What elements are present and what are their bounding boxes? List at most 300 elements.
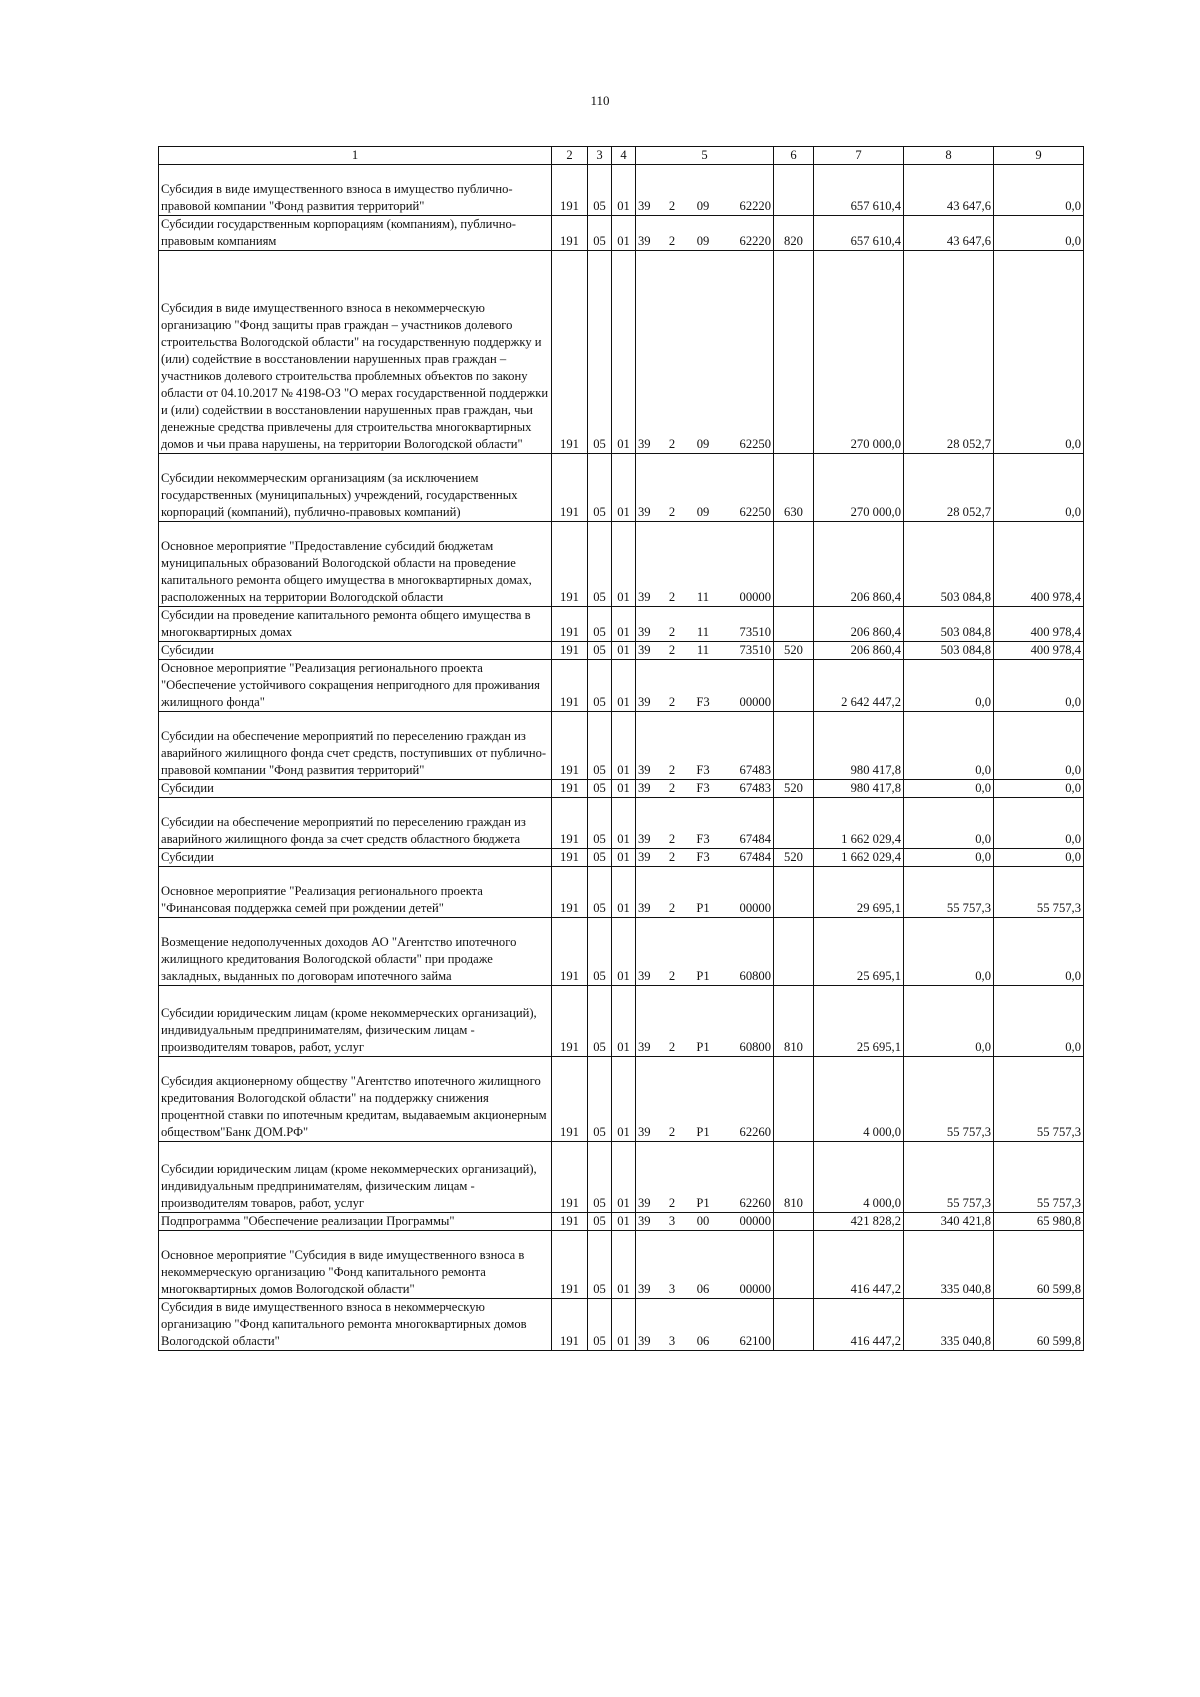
table-body	[159, 165, 1084, 1351]
target-article-part: 73510	[739, 643, 771, 657]
row-subsection-cell: 01	[612, 660, 636, 712]
target-article-parts	[638, 694, 771, 711]
row-amount-col7-cell: 25 695,1	[814, 918, 904, 986]
row-code-cell: 191	[552, 251, 588, 454]
row-name-cell: Субсидии	[159, 849, 552, 867]
row-subsection-cell: 01	[612, 712, 636, 780]
target-article-parts	[638, 780, 771, 797]
table-row	[159, 1057, 1084, 1142]
target-article-part: 09	[696, 505, 710, 519]
row-target-article-cell	[636, 454, 774, 522]
target-article-part: 2	[668, 832, 676, 846]
row-code-cell: 191	[552, 867, 588, 918]
row-amount-col7-cell: 206 860,4	[814, 522, 904, 607]
row-amount-col9-cell: 65 980,8	[994, 1213, 1084, 1231]
target-article-part: 00000	[739, 901, 771, 915]
row-target-article-cell	[636, 1057, 774, 1142]
target-article-part: 2	[668, 1196, 676, 1210]
row-expense-type-cell	[774, 712, 814, 780]
row-target-article-cell	[636, 642, 774, 660]
table-row	[159, 216, 1084, 251]
row-amount-col8-cell: 503 084,8	[904, 607, 994, 642]
row-amount-col8-cell: 0,0	[904, 798, 994, 849]
row-amount-col7-cell: 29 695,1	[814, 867, 904, 918]
header-cell-6: 6	[774, 147, 814, 165]
target-article-part: 39	[638, 850, 651, 864]
target-article-part: 39	[638, 1334, 651, 1348]
target-article-part: 00000	[739, 695, 771, 709]
row-target-article-cell	[636, 522, 774, 607]
table-row	[159, 522, 1084, 607]
row-section-cell: 05	[588, 986, 612, 1057]
target-article-part: 39	[638, 590, 651, 604]
row-amount-col9-cell: 60 599,8	[994, 1231, 1084, 1299]
target-article-part: F3	[696, 781, 710, 795]
row-amount-col8-cell: 55 757,3	[904, 867, 994, 918]
target-article-part: 39	[638, 199, 651, 213]
row-expense-type-cell	[774, 251, 814, 454]
row-amount-col8-cell: 0,0	[904, 986, 994, 1057]
target-article-parts	[638, 1124, 771, 1141]
row-section-cell: 05	[588, 1057, 612, 1142]
row-amount-col7-cell: 657 610,4	[814, 165, 904, 216]
row-name-cell: Основное мероприятие "Предоставление субсидий бюджетам муниципальных образований Вологодской области на проведение капитального ремонта общего имущества в многоквартирных домах, расположенных на территории Вологодской области	[159, 522, 552, 607]
table-row	[159, 642, 1084, 660]
target-article-part: P1	[696, 969, 710, 983]
row-amount-col9-cell: 400 978,4	[994, 642, 1084, 660]
row-expense-type-cell	[774, 1213, 814, 1231]
target-article-part: 09	[696, 234, 710, 248]
row-code-cell: 191	[552, 660, 588, 712]
row-code-cell: 191	[552, 918, 588, 986]
table-row	[159, 1231, 1084, 1299]
target-article-part: P1	[696, 1125, 710, 1139]
target-article-part: 62220	[739, 234, 771, 248]
target-article-part: 62260	[739, 1125, 771, 1139]
row-subsection-cell: 01	[612, 522, 636, 607]
row-amount-col9-cell: 0,0	[994, 454, 1084, 522]
target-article-part: 2	[668, 695, 676, 709]
row-target-article-cell	[636, 251, 774, 454]
row-section-cell: 05	[588, 1299, 612, 1351]
row-amount-col7-cell: 270 000,0	[814, 251, 904, 454]
row-target-article-cell	[636, 712, 774, 780]
table-row	[159, 849, 1084, 867]
row-amount-col9-cell: 400 978,4	[994, 522, 1084, 607]
row-name-cell: Основное мероприятие "Реализация регионального проекта "Финансовая поддержка семей при рождении детей"	[159, 867, 552, 918]
target-article-part: 3	[668, 1282, 676, 1296]
row-amount-col8-cell: 335 040,8	[904, 1299, 994, 1351]
row-name-cell: Основное мероприятие "Субсидия в виде имущественного взноса в некоммерческую организацию "Фонд капитального ремонта многоквартирных домов Вологодской области"	[159, 1231, 552, 1299]
row-code-cell: 191	[552, 712, 588, 780]
row-subsection-cell: 01	[612, 165, 636, 216]
row-code-cell: 191	[552, 642, 588, 660]
row-target-article-cell	[636, 216, 774, 251]
row-expense-type-cell	[774, 1231, 814, 1299]
row-subsection-cell: 01	[612, 251, 636, 454]
row-amount-col7-cell: 416 447,2	[814, 1231, 904, 1299]
row-code-cell: 191	[552, 849, 588, 867]
page-number: 110	[590, 93, 610, 108]
row-section-cell: 05	[588, 1231, 612, 1299]
target-article-parts	[638, 831, 771, 848]
row-code-cell: 191	[552, 1299, 588, 1351]
row-amount-col7-cell: 206 860,4	[814, 607, 904, 642]
row-name-cell: Субсидии государственным корпорациям (компаниям), публично-правовым компаниям	[159, 216, 552, 251]
row-expense-type-cell: 520	[774, 780, 814, 798]
row-amount-col8-cell: 335 040,8	[904, 1231, 994, 1299]
row-expense-type-cell: 520	[774, 849, 814, 867]
row-expense-type-cell: 630	[774, 454, 814, 522]
row-amount-col7-cell: 980 417,8	[814, 780, 904, 798]
row-amount-col8-cell: 503 084,8	[904, 522, 994, 607]
target-article-parts	[638, 198, 771, 215]
target-article-part: 39	[638, 1196, 651, 1210]
row-section-cell: 05	[588, 1213, 612, 1231]
row-subsection-cell: 01	[612, 918, 636, 986]
target-article-part: P1	[696, 901, 710, 915]
target-article-parts	[638, 849, 771, 866]
row-amount-col9-cell: 0,0	[994, 918, 1084, 986]
row-section-cell: 05	[588, 660, 612, 712]
target-article-part: 39	[638, 1040, 651, 1054]
row-code-cell: 191	[552, 1057, 588, 1142]
row-section-cell: 05	[588, 918, 612, 986]
row-section-cell: 05	[588, 712, 612, 780]
target-article-parts	[638, 1195, 771, 1212]
target-article-part: 00	[696, 1214, 710, 1228]
row-name-cell: Субсидии на обеспечение мероприятий по переселению граждан из аварийного жилищного фонда за счет средств областного бюджета	[159, 798, 552, 849]
table-row	[159, 918, 1084, 986]
row-code-cell: 191	[552, 1142, 588, 1213]
row-amount-col7-cell: 2 642 447,2	[814, 660, 904, 712]
row-amount-col7-cell: 4 000,0	[814, 1142, 904, 1213]
row-expense-type-cell: 820	[774, 216, 814, 251]
row-amount-col8-cell: 55 757,3	[904, 1057, 994, 1142]
row-amount-col9-cell: 0,0	[994, 849, 1084, 867]
target-article-part: 60800	[739, 969, 771, 983]
target-article-part: 3	[668, 1334, 676, 1348]
header-cell-5: 5	[636, 147, 774, 165]
table-row	[159, 165, 1084, 216]
row-target-article-cell	[636, 849, 774, 867]
target-article-part: 39	[638, 625, 651, 639]
row-subsection-cell: 01	[612, 642, 636, 660]
row-amount-col9-cell: 0,0	[994, 251, 1084, 454]
header-cell-7: 7	[814, 147, 904, 165]
table-row	[159, 867, 1084, 918]
row-code-cell: 191	[552, 607, 588, 642]
target-article-parts	[638, 1281, 771, 1298]
row-name-cell: Субсидия в виде имущественного взноса в некоммерческую организацию "Фонд защиты прав граждан – участников долевого строительства Вологодской области" на государственную поддержку и (или) содействие в восстановлении нарушенных прав граждан – участников долевого строительства проблемных объектов по закону области от 04.10.2017 № 4198-ОЗ "О мерах государственной поддержки и (или) содействии в восстановлении нарушенных прав граждан, чьи денежные средства привлечены для строительства многоквартирных домов и чьи права нарушены, на территории Вологодской области"	[159, 251, 552, 454]
row-target-article-cell	[636, 165, 774, 216]
header-row	[159, 147, 1084, 165]
row-expense-type-cell	[774, 660, 814, 712]
row-target-article-cell	[636, 1231, 774, 1299]
row-amount-col9-cell: 0,0	[994, 165, 1084, 216]
target-article-part: 06	[696, 1334, 710, 1348]
target-article-part: 62250	[739, 505, 771, 519]
target-article-part: 00000	[739, 1282, 771, 1296]
target-article-part: 39	[638, 643, 651, 657]
row-name-cell: Субсидии на проведение капитального ремонта общего имущества в многоквартирных домах	[159, 607, 552, 642]
target-article-part: 39	[638, 695, 651, 709]
row-target-article-cell	[636, 918, 774, 986]
row-section-cell: 05	[588, 251, 612, 454]
row-subsection-cell: 01	[612, 1299, 636, 1351]
row-section-cell: 05	[588, 849, 612, 867]
target-article-part: 2	[668, 901, 676, 915]
row-name-cell: Подпрограмма "Обеспечение реализации Программы"	[159, 1213, 552, 1231]
row-expense-type-cell	[774, 607, 814, 642]
row-code-cell: 191	[552, 1231, 588, 1299]
row-subsection-cell: 01	[612, 780, 636, 798]
target-article-part: 2	[668, 969, 676, 983]
header-cell-1: 1	[159, 147, 552, 165]
target-article-part: 11	[696, 590, 710, 604]
row-amount-col9-cell: 0,0	[994, 986, 1084, 1057]
row-code-cell: 191	[552, 986, 588, 1057]
row-amount-col8-cell: 0,0	[904, 918, 994, 986]
row-name-cell: Субсидии	[159, 642, 552, 660]
target-article-part: F3	[696, 832, 710, 846]
row-section-cell: 05	[588, 522, 612, 607]
target-article-part: 2	[668, 1125, 676, 1139]
table-row	[159, 986, 1084, 1057]
row-amount-col9-cell: 0,0	[994, 780, 1084, 798]
row-subsection-cell: 01	[612, 607, 636, 642]
target-article-part: 62260	[739, 1196, 771, 1210]
row-name-cell: Субсидии	[159, 780, 552, 798]
target-article-part: 2	[668, 625, 676, 639]
row-code-cell: 191	[552, 454, 588, 522]
row-amount-col8-cell: 0,0	[904, 849, 994, 867]
header-cell-2: 2	[552, 147, 588, 165]
target-article-part: 2	[668, 643, 676, 657]
target-article-part: 2	[668, 1040, 676, 1054]
row-name-cell: Субсидии на обеспечение мероприятий по переселению граждан из аварийного жилищного фонда счет средств, поступивших от публично-правовой компании "Фонд развития территорий"	[159, 712, 552, 780]
row-name-cell: Субсидии юридическим лицам (кроме некоммерческих организаций), индивидуальным предпринимателям, физическим лицам - производителям товаров, работ, услуг	[159, 986, 552, 1057]
target-article-parts	[638, 1213, 771, 1230]
row-section-cell: 05	[588, 798, 612, 849]
row-amount-col8-cell: 43 647,6	[904, 165, 994, 216]
target-article-part: 39	[638, 1125, 651, 1139]
row-expense-type-cell	[774, 867, 814, 918]
row-expense-type-cell	[774, 1057, 814, 1142]
target-article-parts	[638, 900, 771, 917]
row-expense-type-cell: 810	[774, 986, 814, 1057]
target-article-part: 2	[668, 781, 676, 795]
row-subsection-cell: 01	[612, 1213, 636, 1231]
row-target-article-cell	[636, 798, 774, 849]
target-article-part: 39	[638, 832, 651, 846]
row-expense-type-cell	[774, 522, 814, 607]
table-row	[159, 454, 1084, 522]
table-row	[159, 712, 1084, 780]
row-target-article-cell	[636, 867, 774, 918]
target-article-part: 39	[638, 969, 651, 983]
target-article-part: 2	[668, 437, 676, 451]
row-section-cell: 05	[588, 165, 612, 216]
row-code-cell: 191	[552, 522, 588, 607]
row-amount-col9-cell: 0,0	[994, 712, 1084, 780]
target-article-parts	[638, 589, 771, 606]
row-amount-col8-cell: 43 647,6	[904, 216, 994, 251]
row-code-cell: 191	[552, 165, 588, 216]
row-amount-col7-cell: 1 662 029,4	[814, 798, 904, 849]
row-amount-col7-cell: 206 860,4	[814, 642, 904, 660]
row-target-article-cell	[636, 1142, 774, 1213]
target-article-part: 39	[638, 1282, 651, 1296]
row-amount-col9-cell: 55 757,3	[994, 1142, 1084, 1213]
row-amount-col8-cell: 55 757,3	[904, 1142, 994, 1213]
target-article-parts	[638, 624, 771, 641]
table-row	[159, 1142, 1084, 1213]
row-amount-col8-cell: 340 421,8	[904, 1213, 994, 1231]
target-article-part: 2	[668, 234, 676, 248]
row-code-cell: 191	[552, 1213, 588, 1231]
target-article-parts	[638, 1039, 771, 1056]
row-amount-col9-cell: 55 757,3	[994, 1057, 1084, 1142]
target-article-part: 39	[638, 437, 651, 451]
target-article-parts	[638, 504, 771, 521]
row-name-cell: Субсидии юридическим лицам (кроме некоммерческих организаций), индивидуальным предпринимателям, физическим лицам - производителям товаров, работ, услуг	[159, 1142, 552, 1213]
target-article-part: 39	[638, 901, 651, 915]
target-article-part: 39	[638, 763, 651, 777]
row-target-article-cell	[636, 607, 774, 642]
row-code-cell: 191	[552, 798, 588, 849]
target-article-part: 2	[668, 763, 676, 777]
row-expense-type-cell	[774, 798, 814, 849]
row-subsection-cell: 01	[612, 1057, 636, 1142]
row-subsection-cell: 01	[612, 986, 636, 1057]
target-article-part: 62100	[739, 1334, 771, 1348]
row-name-cell: Субсидии некоммерческим организациям (за исключением государственных (муниципальных) учреждений, государственных корпораций (компаний), публично-правовых компаний)	[159, 454, 552, 522]
target-article-parts	[638, 1333, 771, 1350]
target-article-part: 2	[668, 850, 676, 864]
target-article-part: 3	[668, 1214, 676, 1228]
row-section-cell: 05	[588, 607, 612, 642]
target-article-part: 2	[668, 505, 676, 519]
row-code-cell: 191	[552, 216, 588, 251]
table-row	[159, 798, 1084, 849]
target-article-part: 00000	[739, 590, 771, 604]
row-amount-col8-cell: 28 052,7	[904, 454, 994, 522]
target-article-parts	[638, 233, 771, 250]
target-article-part: P1	[696, 1196, 710, 1210]
target-article-part: 62220	[739, 199, 771, 213]
target-article-part: 39	[638, 505, 651, 519]
target-article-part: 67483	[739, 763, 771, 777]
target-article-part: P1	[696, 1040, 710, 1054]
header-cell-9: 9	[994, 147, 1084, 165]
target-article-part: 06	[696, 1282, 710, 1296]
target-article-part: 09	[696, 199, 710, 213]
row-amount-col8-cell: 0,0	[904, 660, 994, 712]
row-name-cell: Субсидия в виде имущественного взноса в имущество публично-правовой компании "Фонд развития территорий"	[159, 165, 552, 216]
row-target-article-cell	[636, 660, 774, 712]
table-row	[159, 251, 1084, 454]
row-amount-col9-cell: 0,0	[994, 216, 1084, 251]
target-article-part: 67484	[739, 832, 771, 846]
row-amount-col9-cell: 60 599,8	[994, 1299, 1084, 1351]
header-cell-8: 8	[904, 147, 994, 165]
row-amount-col8-cell: 503 084,8	[904, 642, 994, 660]
row-amount-col7-cell: 421 828,2	[814, 1213, 904, 1231]
row-subsection-cell: 01	[612, 849, 636, 867]
table-row	[159, 1299, 1084, 1351]
target-article-part: 67483	[739, 781, 771, 795]
target-article-part: F3	[696, 763, 710, 777]
row-section-cell: 05	[588, 216, 612, 251]
row-section-cell: 05	[588, 642, 612, 660]
target-article-part: 11	[696, 625, 710, 639]
row-expense-type-cell	[774, 918, 814, 986]
row-section-cell: 05	[588, 780, 612, 798]
row-expense-type-cell	[774, 165, 814, 216]
target-article-parts	[638, 968, 771, 985]
row-expense-type-cell	[774, 1299, 814, 1351]
row-expense-type-cell: 520	[774, 642, 814, 660]
target-article-part: F3	[696, 695, 710, 709]
row-amount-col7-cell: 980 417,8	[814, 712, 904, 780]
row-name-cell: Субсидия акционерному обществу "Агентство ипотечного жилищного кредитования Вологодской области" на поддержку снижения процентной ставки по ипотечным кредитам, выдаваемым акционерным обществом"Банк ДОМ.РФ"	[159, 1057, 552, 1142]
row-target-article-cell	[636, 780, 774, 798]
row-amount-col8-cell: 28 052,7	[904, 251, 994, 454]
row-section-cell: 05	[588, 454, 612, 522]
row-amount-col7-cell: 4 000,0	[814, 1057, 904, 1142]
target-article-part: 39	[638, 781, 651, 795]
row-amount-col9-cell: 0,0	[994, 798, 1084, 849]
target-article-parts	[638, 762, 771, 779]
target-article-part: F3	[696, 850, 710, 864]
row-subsection-cell: 01	[612, 798, 636, 849]
target-article-parts	[638, 642, 771, 659]
header-cell-3: 3	[588, 147, 612, 165]
target-article-part: 67484	[739, 850, 771, 864]
target-article-part: 00000	[739, 1214, 771, 1228]
row-amount-col9-cell: 55 757,3	[994, 867, 1084, 918]
row-amount-col7-cell: 25 695,1	[814, 986, 904, 1057]
row-amount-col7-cell: 657 610,4	[814, 216, 904, 251]
target-article-part: 2	[668, 590, 676, 604]
row-name-cell: Субсидия в виде имущественного взноса в некоммерческую организацию "Фонд капитального ремонта многоквартирных домов Вологодской области"	[159, 1299, 552, 1351]
row-amount-col8-cell: 0,0	[904, 780, 994, 798]
row-subsection-cell: 01	[612, 1142, 636, 1213]
row-subsection-cell: 01	[612, 867, 636, 918]
row-target-article-cell	[636, 1213, 774, 1231]
target-article-part: 62250	[739, 437, 771, 451]
table-row	[159, 780, 1084, 798]
table-row	[159, 1213, 1084, 1231]
table-row	[159, 660, 1084, 712]
row-amount-col7-cell: 270 000,0	[814, 454, 904, 522]
row-subsection-cell: 01	[612, 216, 636, 251]
row-section-cell: 05	[588, 867, 612, 918]
row-amount-col9-cell: 400 978,4	[994, 607, 1084, 642]
row-name-cell: Возмещение недополученных доходов АО "Агентство ипотечного жилищного кредитования Вологодской области" при продаже закладных, выданных по договорам ипотечного займа	[159, 918, 552, 986]
row-target-article-cell	[636, 986, 774, 1057]
row-subsection-cell: 01	[612, 1231, 636, 1299]
target-article-part: 09	[696, 437, 710, 451]
target-article-part: 39	[638, 234, 651, 248]
row-amount-col9-cell: 0,0	[994, 660, 1084, 712]
target-article-part: 73510	[739, 625, 771, 639]
row-amount-col7-cell: 1 662 029,4	[814, 849, 904, 867]
target-article-part: 60800	[739, 1040, 771, 1054]
header-cell-4: 4	[612, 147, 636, 165]
table-row	[159, 607, 1084, 642]
